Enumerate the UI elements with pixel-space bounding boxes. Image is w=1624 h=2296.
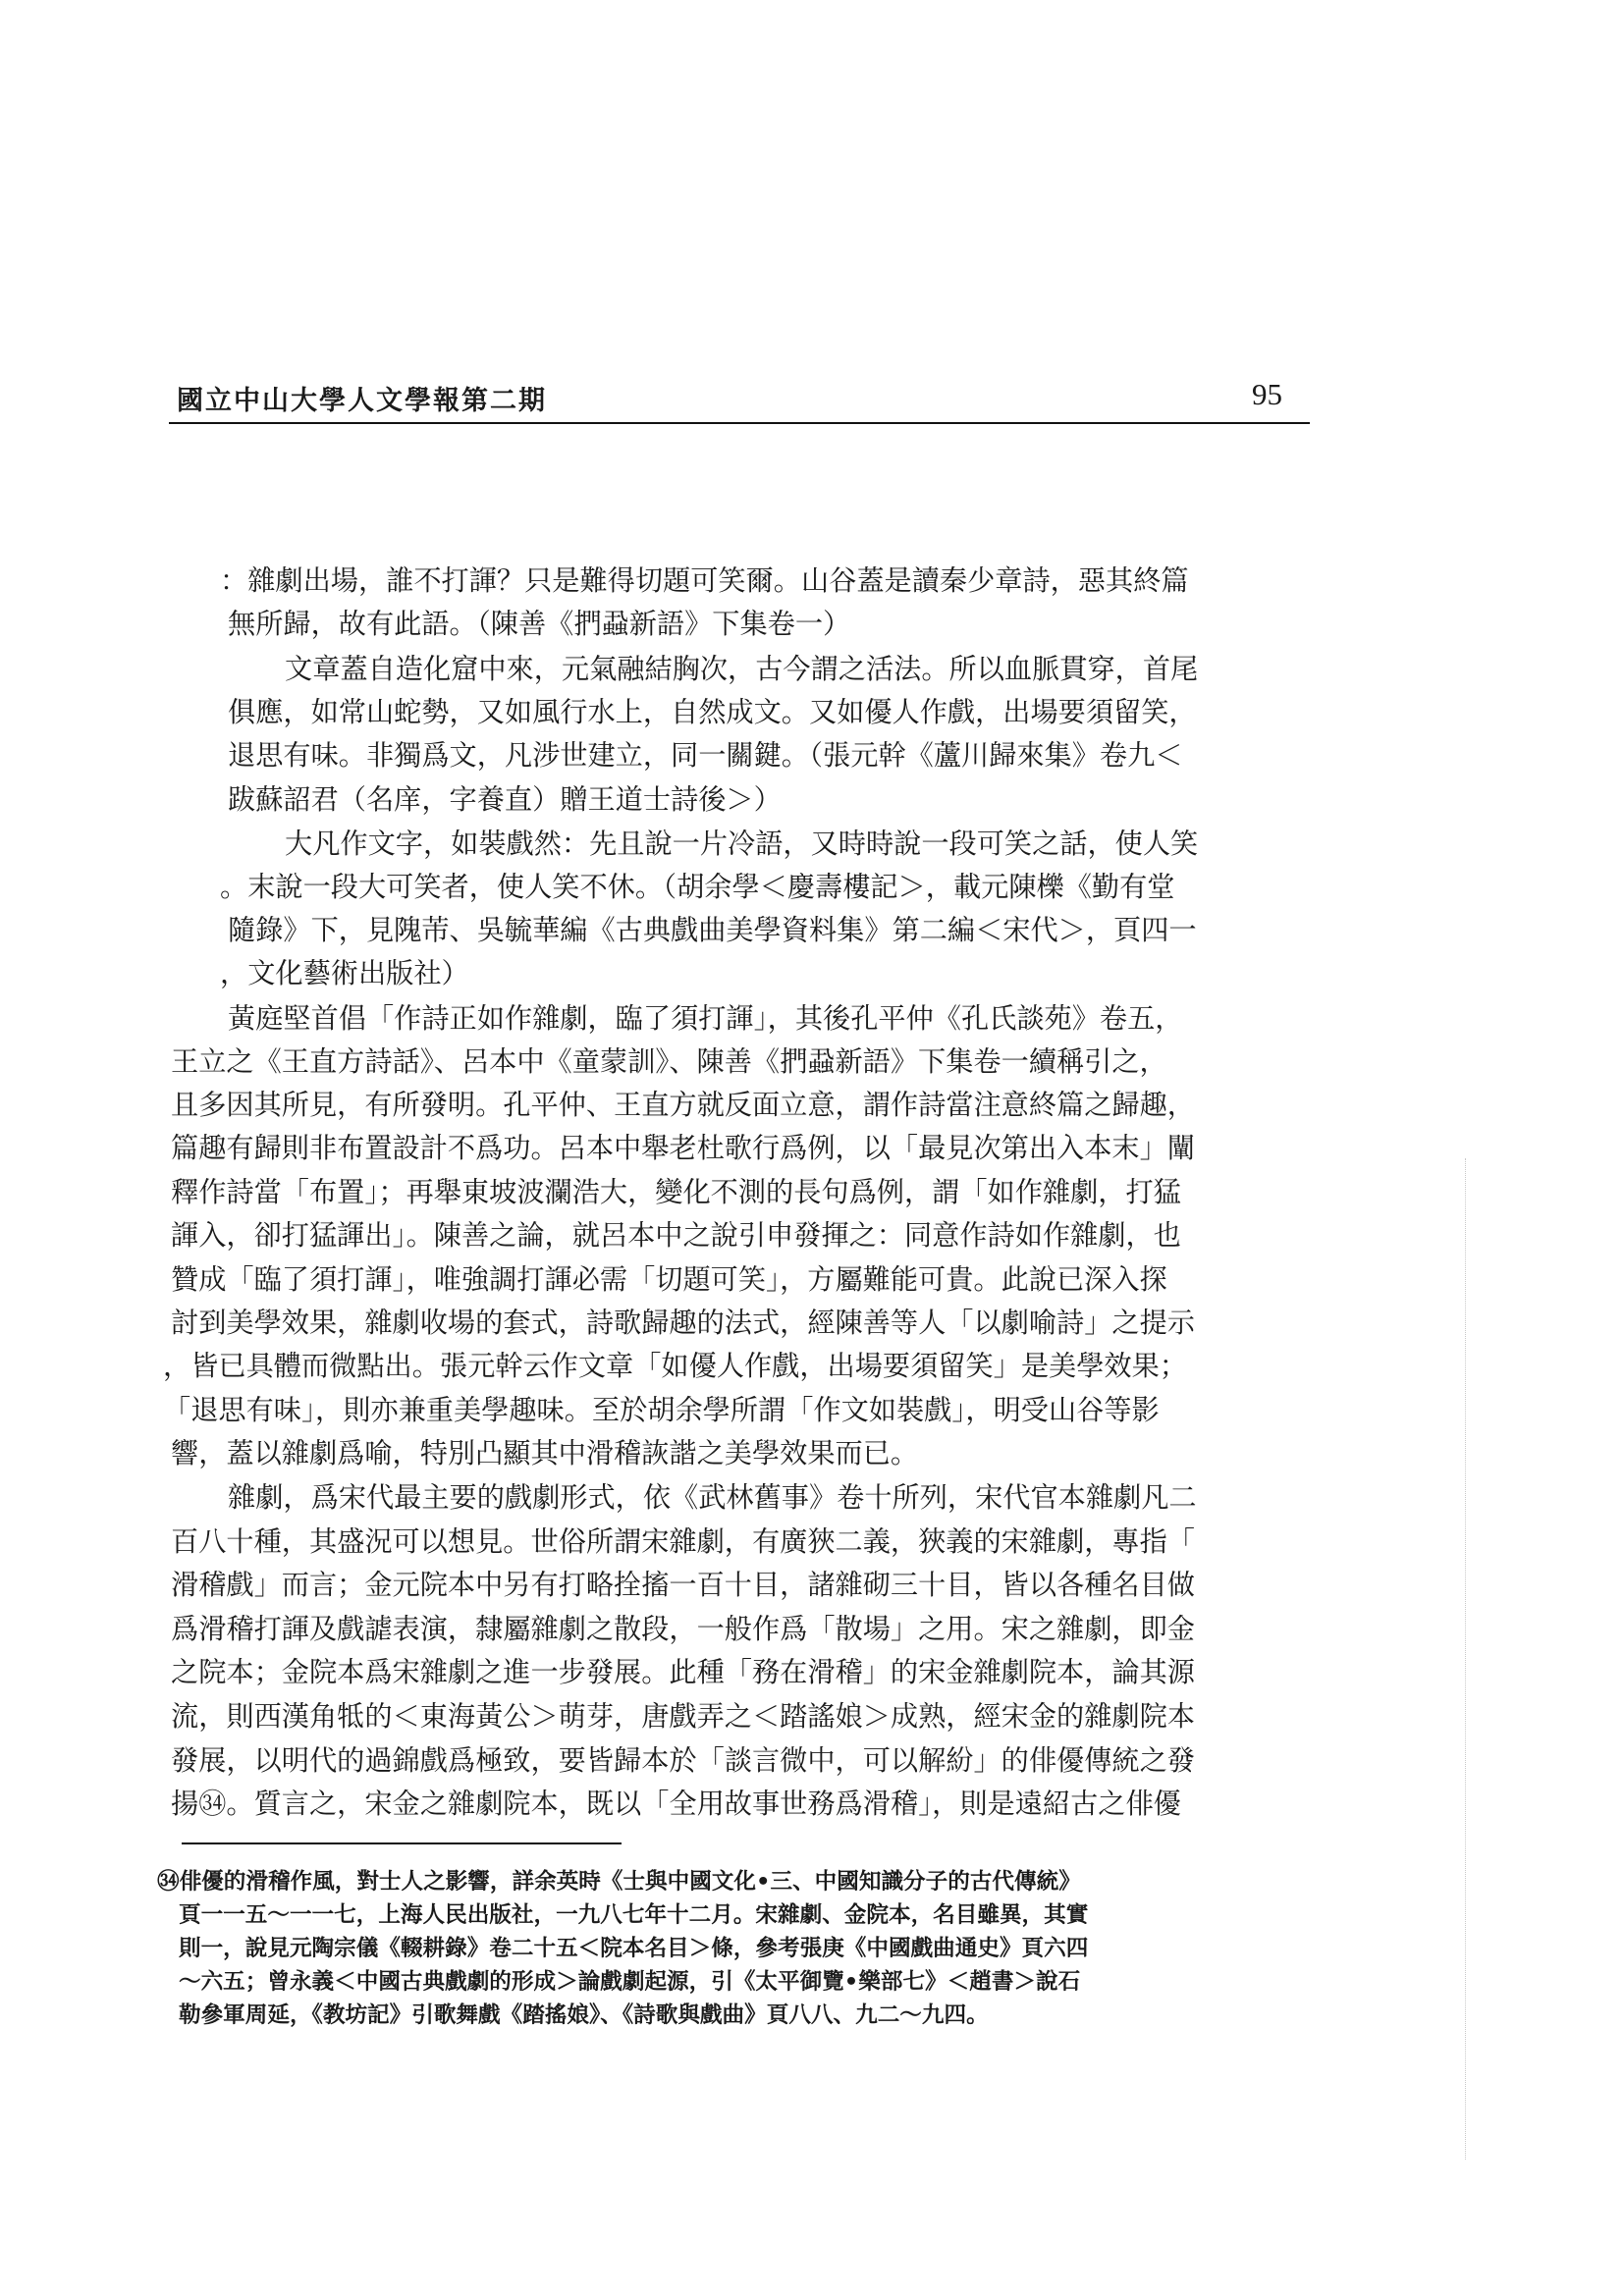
body-line: 雜劇，爲宋代最主要的戲劇形式，依《武林舊事》卷十所列，宋代官本雜劇凡二	[228, 1481, 1197, 1514]
body-line: 揚㉞。質言之，宋金之雜劇院本，既以「全用故事世務爲滑稽」，則是遠紹古之俳優	[171, 1788, 1181, 1820]
body-line: 諢入，卻打猛諢出」。陳善之論，就呂本中之說引申發揮之：同意作詩如作雜劇，也	[171, 1219, 1181, 1252]
body-line: 黃庭堅首倡「作詩正如作雜劇，臨了須打諢」，其後孔平仲《孔氏談苑》卷五，	[228, 1002, 1183, 1035]
quote-line: ，文化藝術出版社）	[220, 957, 469, 989]
body-line: 且多因其所見，有所發明。孔平仲、王直方就反面立意，謂作詩當注意終篇之歸趣，	[171, 1089, 1195, 1121]
body-line: 百八十種，其盛況可以想見。世俗所謂宋雜劇，有廣狹二義，狹義的宋雜劇，專指「	[171, 1525, 1195, 1558]
quote-line: 隨錄》下，見隗芾、吳毓華編《古典戲曲美學資料集》第二編＜宋代＞，頁四一	[228, 914, 1197, 946]
footnote-line: 勒參軍周延，《教坊記》引歌舞戲《踏搖娘》、《詩歌與戲曲》頁八八、九二～九四。	[179, 2002, 989, 2028]
footnote-line: 則一，說見元陶宗儀《輟耕錄》卷二十五＜院本名目＞條，參考張庚《中國戲曲通史》頁六四	[179, 1936, 1089, 1961]
footnote-line: 頁一一五～一一七，上海人民出版社，一九八七年十二月。宋雜劇、金院本，名目雖異，其實	[179, 1902, 1089, 1928]
footnote-line: ～六五；曾永義＜中國古典戲劇的形成＞論戲劇起源，引《太平御覽•樂部七》＜趙書＞說石	[179, 1969, 1081, 1995]
running-header	[169, 375, 1310, 424]
body-line: 之院本；金院本爲宋雜劇之進一步發展。此種「務在滑稽」的宋金雜劇院本，論其源	[171, 1656, 1195, 1688]
page-number: 95	[1252, 377, 1282, 411]
quote-line: ：雜劇出場，誰不打諢？只是難得切題可笑爾。山谷蓋是讀秦少章詩，惡其終篇	[220, 564, 1189, 597]
body-line: 流，則西漢角牴的＜東海黃公＞萌芽，唐戲弄之＜踏謠娘＞成熟，經宋金的雜劇院本	[171, 1700, 1195, 1733]
body-line: 爲滑稽打諢及戲謔表演，隸屬雜劇之散段，一般作爲「散場」之用。宋之雜劇，即金	[171, 1613, 1195, 1645]
footnote-line: ㉞俳優的滑稽作風，對士人之影響，詳余英時《士與中國文化•三、中國知識分子的古代傳統》	[157, 1869, 1081, 1895]
body-line: 滑稽戲」而言；金元院本中另有打略拴搐一百十目，諸雜砌三十目，皆以各種名目做	[171, 1569, 1195, 1601]
footnote-divider	[182, 1842, 622, 1844]
body-line: 發展，以明代的過錦戲爲極致，要皆歸本於「談言微中，可以解紛」的俳優傳統之發	[171, 1744, 1195, 1777]
body-line: 王立之《王直方詩話》、呂本中《童蒙訓》、陳善《捫蝨新語》下集卷一續稱引之，	[171, 1045, 1167, 1078]
body-line: 釋作詩當「布置」；再舉東坡波瀾浩大，變化不測的長句爲例，謂「如作雜劇，打猛	[171, 1176, 1181, 1208]
body-line: 響，蓋以雜劇爲喻，特別凸顯其中滑稽詼諧之美學效果而已。	[171, 1437, 919, 1469]
quote-line: 退思有味。非獨爲文，凡涉世建立，同一關鍵。（張元幹《蘆川歸來集》卷九＜	[228, 739, 1183, 772]
scan-edge-line	[1465, 1158, 1466, 2160]
quote-line: 文章蓋自造化窟中來，元氣融結胸次，古今謂之活法。所以血脈貫穿，首尾	[285, 653, 1199, 685]
body-line: 贊成「臨了須打諢」，唯強調打諢必需「切題可笑」，方屬難能可貴。此說已深入探	[171, 1263, 1167, 1296]
body-line: 討到美學效果，雜劇收場的套式，詩歌歸趣的法式，經陳善等人「以劇喻詩」之提示	[171, 1307, 1195, 1339]
quote-line: 。末說一段大可笑者，使人笑不休。（胡余學＜慶壽樓記＞，載元陳櫟《勤有堂	[220, 871, 1175, 903]
quote-line: 無所歸，故有此語。（陳善《捫蝨新語》下集卷一）	[228, 608, 851, 640]
quote-line: 跋蘇詔君（名庠，字養直）贈王道士詩後＞）	[228, 783, 782, 816]
body-line: 「退思有味」，則亦兼重美學趣味。至於胡余學所謂「作文如裝戲」，明受山谷等影	[163, 1394, 1160, 1426]
journal-title: 國立中山大學人文學報第二期	[177, 386, 547, 416]
quote-line: 俱應，如常山蛇勢，又如風行水上，自然成文。又如優人作戲，出場要須留笑，	[228, 696, 1197, 728]
body-line: ，皆已具體而微點出。張元幹云作文章「如優人作戲，出場要須留笑」是美學效果；	[163, 1350, 1187, 1382]
quote-line: 大凡作文字，如裝戲然：先且說一片冷語，又時時說一段可笑之話，使人笑	[285, 828, 1199, 860]
body-line: 篇趣有歸則非布置設計不爲功。呂本中舉老杜歌行爲例，以「最見次第出入本末」闡	[171, 1132, 1195, 1164]
